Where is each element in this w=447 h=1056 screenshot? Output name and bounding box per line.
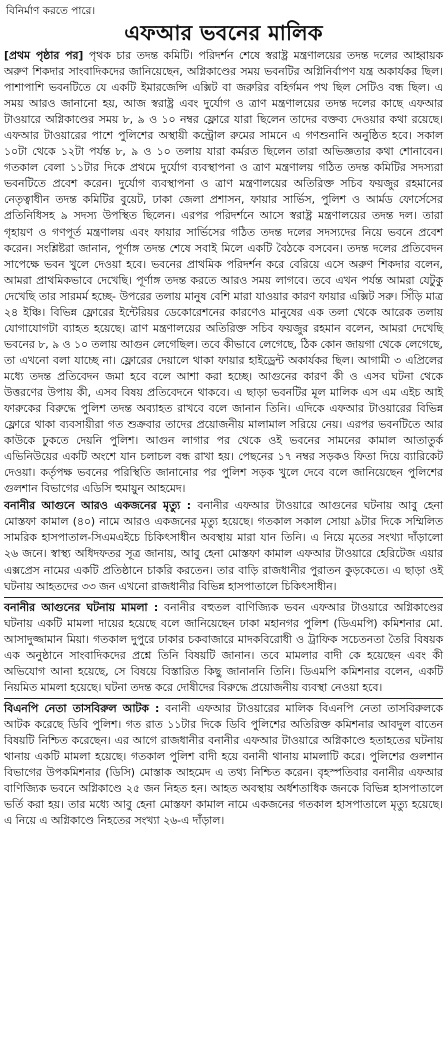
case-section-text: বনানীর বহুতল বাণিজ্যিক ভবন এফআর টাওয়ারে অগ্নিকাণ্ডের ঘটনায় একটি মামলা দায়ের হয়েছে বলে জানিয়েছেন ঢাকা মহানগর পুলিশ (ডিএমপি) কমিশনার মো. আসাদুজ্জামান মিয়া। গতকাল দুপুরে ঢাকার চকবাজারে মাদকবিরোধী ও ট্রাফিক সচেতনতা তৈরি বিষয়ক এক অনুষ্ঠানে সাংবাদিকদের প্রশ্নে তিনি বিষয়টি জানান। তবে মামলার বাদী কে হয়েছেন এবং কী অভিযোগ আনা হয়েছে, সে বিষয়ে বিস্তারিত কিছু জানাননি তিনি। ডিএমপি কমিশনার বলেন, একটি নিয়মিত মামলা হয়েছে। ঘটনা তদন্ত করে দোষীদের বিরুদ্ধে প্রয়োজনীয় ব্যবস্থা নেওয়া হবে।	[4, 600, 443, 694]
body-intro-paragraph	[4, 48, 443, 497]
arrest-section-paragraph	[4, 701, 443, 829]
previous-column-tail: বিনির্মাণ করতে পারে।	[6, 5, 96, 17]
section-divider	[4, 698, 443, 699]
arrest-section-text: বনানী এফআর টাওয়ারের মালিক বিএনপি নেতা তাসবিরুলকে আটক করেছে ডিবি পুলিশ। গত রাত ১১টার দিকে ডিবি পুলিশের অতিরিক্ত কমিশনার আবদুল বাতেন বিষয়টি নিশ্চিত করেছেন। এর আগে রাজধানীর বনানীর এফআর টাওয়ারে অগ্নিকাণ্ডে হতাহতের ঘটনায় থানায় একটি মামলা হয়েছে। গতকাল পুলিশ বাদী হয়ে বনানী থানায় মামলাটি করে। পুলিশের গুলশান বিভাগের উপকমিশনার (ডিসি) মোস্তাক আহমেদ এ তথ্য নিশ্চিত করেন। বৃহস্পতিবার বনানীর এফআর বাণিজ্যিক ভবনে অগ্নিকাণ্ডে ২৫ জন নিহত হন। আহত অবস্থায় অর্ধশতাধিক জনকে বিভিন্ন হাসপাতালে ভর্তি করা হয়। তার মধ্যে আবু হেনা মোস্তফা কামাল নামে একজনের গতকাল হাসপাতালে মৃত্যু হয়েছে। এ নিয়ে এ অগ্নিকাণ্ডে নিহতের সংখ্যা ২৬-এ দাঁড়াল।	[4, 701, 443, 828]
section-divider	[4, 597, 443, 598]
arrest-section-subheading: বিএনপি নেতা তাসবিরুল আটক :	[4, 701, 160, 715]
case-section-paragraph	[4, 600, 443, 696]
death-section-text: বনানীর এফআর টাওয়ারে আগুনের ঘটনায় আবু হেনা মোস্তফা কামাল (৪০) নামে আরও একজনের মৃত্যু হয়েছে। গতকাল সকাল সোয়া ৯টার দিকে সম্মিলিত সামরিক হাসপাতাল-সিএমএইচে চিকিৎসাধীন অবস্থায় মারা যান তিনি। এ নিয়ে মৃতের সংখ্যা দাঁড়ালো ২৬ জনে। স্বাস্থ্য অধিদফতর সূত্র জানায়, আবু হেনা মোস্তফা কামাল এফআর টাওয়ারে হেরিটেজ এয়ার এক্সপ্রেস নামের একটি প্রতিষ্ঠানে চাকরি করতেন। তার বাড়ি রাজধানীর পুরাতন কুড়কেতে। এ ছাড়া ওই ঘটনায় আহতদের ৩৩ জন এখনো রাজধানীর বিভিন্ন হাসপাতালে চিকিৎসাধীন।	[4, 499, 443, 593]
body-intro-text: পৃথক চার তদন্ত কমিটি। পরিদর্শন শেষে স্বরাষ্ট্র মন্ত্রণালয়ের তদন্ত দলের আহ্বায়ক অরুণ শিকদার সাংবাদিকদের জানিয়েছেন, অগ্নিকাণ্ডের সময় ভবনটির অগ্নিনির্বাপণ যন্ত্র অকার্যকর ছিল। পাশাপাশি ভবনটিতে যে একটি ইমারজেন্সি এক্সিট বা জরুরির বহির্গমন পথ ছিল সেটিও বন্ধ ছিল। এ সময় আরও জানানো হয়, আজ স্বরাষ্ট্র এবং দুর্যোগ ও ত্রাণ মন্ত্রণালয়ের তদন্ত দলের কাছে এফআর টাওয়ারে অগ্নিকাণ্ডের সময় ৮, ৯ ও ১০ নম্বর ফ্লোরে যারা ছিলেন তাদের বক্তব্য দেওয়ার কথা রয়েছে। এফআর টাওয়ারের পাশে পুলিশের অস্থায়ী কন্ট্রোল রুমের সামনে এ গণশুনানি অনুষ্ঠিত হবে। সকাল ১০টা থেকে ১২টা পর্যন্ত ৮, ৯ ও ১০ তলায় যারা কর্মরত ছিলেন তারা অভিজ্ঞতার কথা শোনাবেন। গতকাল বেলা ১১টার দিকে প্রথমে দুর্যোগ ব্যবস্থাপনা ও ত্রাণ মন্ত্রণালয় গঠিত তদন্ত কমিটির সদস্যরা ভবনটিতে প্রবেশ করেন। দুর্যোগ ব্যবস্থাপনা ও ত্রাণ মন্ত্রণালয়ের অতিরিক্ত সচিব ফয়জুর রহমানের নেতৃত্বাধীন তদন্ত কমিটির বুয়েট, ঢাকা জেলা প্রশাসন, ফায়ার সার্ভিস, পুলিশ ও আর্মড ফোর্সেসের প্রতিনিধিসহ ৯ সদস্য উপস্থিত ছিলেন। এরপর পরিদর্শনে আসে স্বরাষ্ট্র মন্ত্রণালয়ের তদন্ত দল। তারা গৃহায়ণ ও গণপূর্ত মন্ত্রণালয় এবং ফায়ার সার্ভিসের গঠিত তদন্ত দলের সদস্যদের নিয়ে ভবনে প্রবেশ করেন। সংশ্লিষ্টরা জানান, পূর্ণাঙ্গ তদন্ত শেষে সবাই মিলে একটি বৈঠকে বসবেন। তদন্ত দলের প্রতিবেদন সাপেক্ষে ভবন খুলে দেওয়া হবে। ভবনের প্রাথমিক পরিদর্শন করে বেরিয়ে এসে অরুণ শিকদার বলেন, আমরা প্রাথমিকভাবে দেখেছি। পূর্ণাঙ্গ তদন্ত করতে আরও সময় লাগবে। তবে এখন পর্যন্ত আমরা যেটুকু দেখেছি তার সারমর্ম হচ্ছে- উপরের তলায় মানুষ বেশি মারা যাওয়ার কারণ ফায়ার এক্সিট সরু। সিঁড়ি মাত্র ২৪ ইঞ্চি। বিভিন্ন ফ্লোরের ইন্টেরিয়র ডেকোরেশনের কারণেও মানুষের এক তলা থেকে আরেক তলায় যোগাযোগটা ব্যাহত হয়েছে। ত্রাণ মন্ত্রণালয়ের অতিরিক্ত সচিব ফয়জুর রহমান বলেন, আমরা দেখেছি ভবনের ৮, ৯ ও ১০ তলায় আগুন লেগেছিল। তবে কীভাবে লেগেছে, ঠিক কোন জায়গা থেকে লেগেছে, তা এখনো বলা যাচ্ছে না। ফ্লোরের দেয়ালে থাকা ফায়ার হাইড্রেন্ট অকার্যকর ছিল। আগামী ৩ এপ্রিলের মধ্যে তদন্ত প্রতিবেদন জমা হবে বলে আশা করা হচ্ছে। আগুনের কারণ কী ও এসব ঘটনা থেকে উত্তরণের উপায় কী, এসব বিষয় প্রতিবেদনে থাকবে। এ ছাড়া ভবনটির মূল মালিক এস এম এইচ আই ফারুকের বিরুদ্ধে পুলিশ তদন্ত অব্যাহত রাখবে বলে জানান তিনি। এদিকে এফআর টাওয়ারের বিভিন্ন ফ্লোরে থাকা ব্যবসায়ীরা গত শুক্রবার তাদের প্রয়োজনীয় মালামাল সরিয়ে নেয়। এরপর ভবনটিতে আর কাউকে ঢুকতে দেয়নি পুলিশ। আগুন লাগার পর থেকে ওই ভবনের সামনের কামাল আতাতুর্ক এভিনিউয়ের একটি অংশে যান চলাচল বন্ধ রাখা হয়। পেছনের ১৭ নম্বর সড়কও ফিতা দিয়ে ব্যারিকেট দেওয়া। কর্তৃপক্ষ ভবনের পরিস্থিতি জানানোর পর পুলিশ সড়ক খুলে দেবে বলে জানিয়েছেন পুলিশের গুলশান বিভাগের এডিসি হুমায়ুন আহমেদ।	[4, 49, 443, 496]
death-section-paragraph	[4, 498, 443, 594]
death-section-subheading: বনানীর আগুনে আরও একজনের মৃত্যু :	[4, 499, 192, 513]
continuation-marker: [প্রথম পৃষ্ঠার পর]	[4, 49, 84, 62]
case-section-subheading: বনানীর আগুনের ঘটনায় মামলা :	[4, 600, 159, 614]
headline: এফআর ভবনের মালিক	[124, 20, 323, 45]
